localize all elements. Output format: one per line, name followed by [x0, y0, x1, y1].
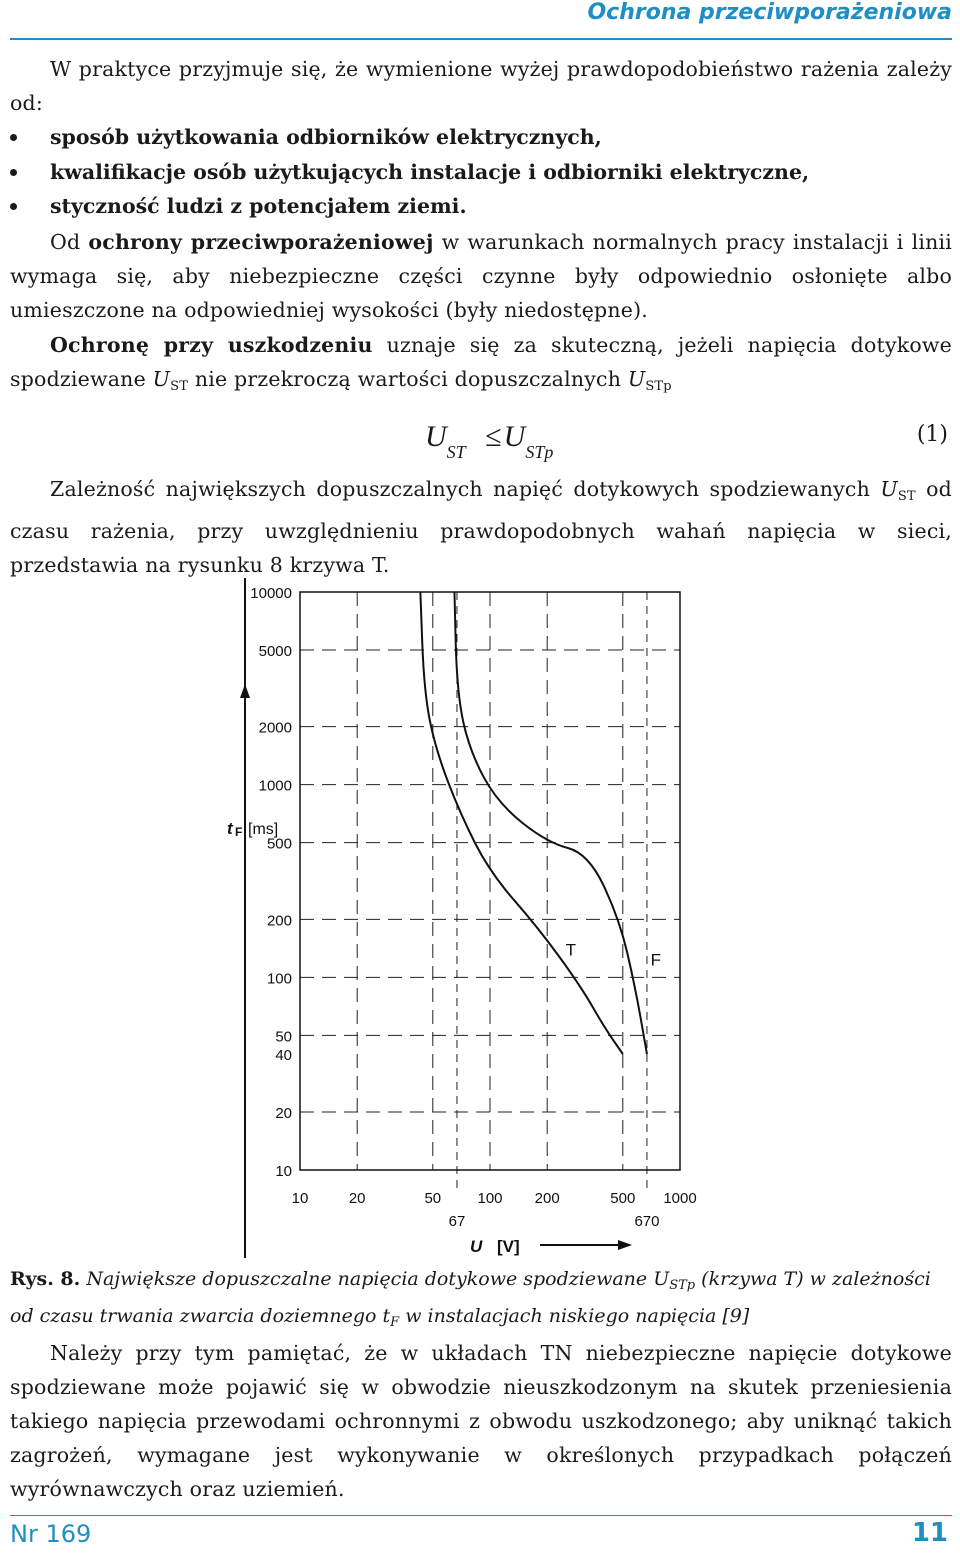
bullet-text: kwalifikacje osób użytkujących instalacje i odbiorniki elektryczne,	[50, 160, 810, 184]
y-tick-label: 200	[266, 912, 292, 930]
formula-sub: ST	[446, 442, 466, 462]
y-axis-variable: t	[227, 819, 233, 838]
x-marker-label: 67	[448, 1213, 466, 1230]
para-text: od czasu rażenia, przy uwzględnieniu prawdopodobnych wahań napięcia w sieci, przedstawia na rysunku 8 krzywa T.	[10, 477, 952, 577]
issue-number: Nr 169	[10, 1520, 92, 1548]
x-tick-label: 50	[424, 1190, 442, 1207]
y-tick-label: 10	[275, 1163, 292, 1180]
para-bold-term: Ochronę przy uszkodzeniu	[50, 333, 373, 357]
chart-grid	[300, 592, 680, 1188]
caption-text: w instalacjach niskiego napięcia [9]	[405, 1305, 750, 1327]
closing-paragraph: Należy przy tym pamiętać, że w układach TN niebezpieczne napięcie dotykowe spodziewane może pojawić się w obwodzie nieuszkodzonym na skutek przeniesienia takiego napięcia przewodami ochronnymi z obwodu uszkodzonego; aby uniknąć takich zagrożeń, wymagane jest wykonywanie w określonych przypadkach połączeń wyrównawczych oraz uziemień.	[10, 1341, 952, 1501]
x-tick-label: 100	[477, 1190, 503, 1207]
page-number: 11	[911, 1518, 948, 1548]
caption-text: (krzywa T) w zależności od czasu trwania zwarcia doziemnego t	[10, 1268, 931, 1327]
y-tick-labels	[250, 585, 292, 1180]
curve-label-T: T	[565, 940, 576, 960]
symbol-sub: ST	[897, 489, 916, 504]
protection-paragraph	[10, 225, 952, 327]
x-tick-label: 1000	[663, 1190, 697, 1207]
y-axis-unit: [ms]	[248, 821, 279, 838]
symbol-sub: STp	[645, 379, 672, 394]
figure-number: Rys. 8.	[10, 1268, 81, 1290]
y-tick-label: 100	[266, 970, 292, 988]
symbol-sub: ST	[170, 379, 189, 394]
bullet-dot	[10, 203, 17, 210]
formula-u: U	[425, 420, 447, 453]
curve-label-F: F	[650, 950, 661, 970]
para-text: Zależność największych dopuszczalnych napięć dotykowych spodziewanych	[50, 477, 870, 501]
x-axis-variable: U	[470, 1237, 483, 1256]
intro-paragraph: W praktyce przyjmuje się, że wymienione wyżej prawdopodobieństwo rażenia zależy od:	[10, 57, 952, 115]
x-tick-label: 500	[610, 1190, 636, 1207]
symbol-u: U	[627, 367, 646, 391]
x-tick-label: 10	[291, 1190, 309, 1207]
equation-number: (1)	[916, 422, 948, 447]
caption-sub: F	[390, 1315, 400, 1330]
x-tick-label: 20	[348, 1190, 366, 1207]
y-tick-label: 1000	[258, 777, 292, 795]
dependency-paragraph	[10, 472, 952, 582]
caption-sub: STp	[669, 1278, 696, 1293]
fault-protection-paragraph	[10, 328, 952, 404]
para-bold-term: ochrony przeciwporażeniowej	[88, 230, 434, 254]
y-tick-label: 500	[266, 835, 292, 853]
caption-text: Największe dopuszczalne napięcia dotykowe spodziewane U	[86, 1268, 670, 1290]
formula-1	[425, 420, 553, 463]
para-lead: Od	[50, 230, 81, 254]
x-marker-label: 670	[634, 1213, 660, 1230]
formula-u: U	[503, 420, 526, 453]
tf-u-chart	[0, 578, 960, 1258]
bullet-text: sposób użytkowania odbiorników elektrycznych,	[50, 125, 602, 149]
para-text: uznaje się za skuteczną, jeżeli napięcia dotykowe spodziewane	[10, 333, 953, 391]
bullet-dot	[10, 134, 17, 141]
x-axis-arrow-head	[618, 1240, 632, 1250]
footer-rule	[10, 1515, 952, 1516]
y-tick-label: 2000	[258, 719, 292, 737]
y-axis-arrow-head	[240, 684, 250, 698]
x-tick-labels	[292, 1190, 697, 1230]
y-tick-label: 10000	[250, 585, 292, 602]
running-header: Ochrona przeciwporażeniowa	[587, 0, 952, 25]
figure-caption	[10, 1264, 952, 1338]
x-axis-unit: [V]	[497, 1237, 520, 1256]
symbol-u: U	[880, 477, 898, 501]
bullet-dot	[10, 169, 17, 176]
y-axis-variable-sub: F	[235, 825, 243, 839]
x-tick-label: 200	[534, 1190, 560, 1207]
bullet-text: styczność ludzi z potencjałem ziemi.	[50, 194, 467, 218]
y-tick-label: 40	[275, 1047, 292, 1065]
y-tick-label: 5000	[258, 642, 292, 660]
y-tick-label: 20	[275, 1105, 292, 1123]
header-rule	[10, 38, 952, 40]
chart-curves	[420, 592, 661, 1054]
curve-F	[454, 592, 647, 1054]
y-tick-label: 50	[275, 1028, 292, 1046]
symbol-u: U	[152, 367, 171, 391]
para-text: w warunkach normalnych pracy instalacji i linii wymaga się, aby niebezpieczne części czynne były odpowiednio osłonięte albo umieszczone na odpowiedniej wysokości (były niedostępne).	[10, 230, 953, 322]
formula-operator: ≤	[485, 420, 502, 453]
para-text: nie przekroczą wartości dopuszczalnych	[194, 367, 622, 391]
formula-sub: STp	[525, 442, 554, 462]
